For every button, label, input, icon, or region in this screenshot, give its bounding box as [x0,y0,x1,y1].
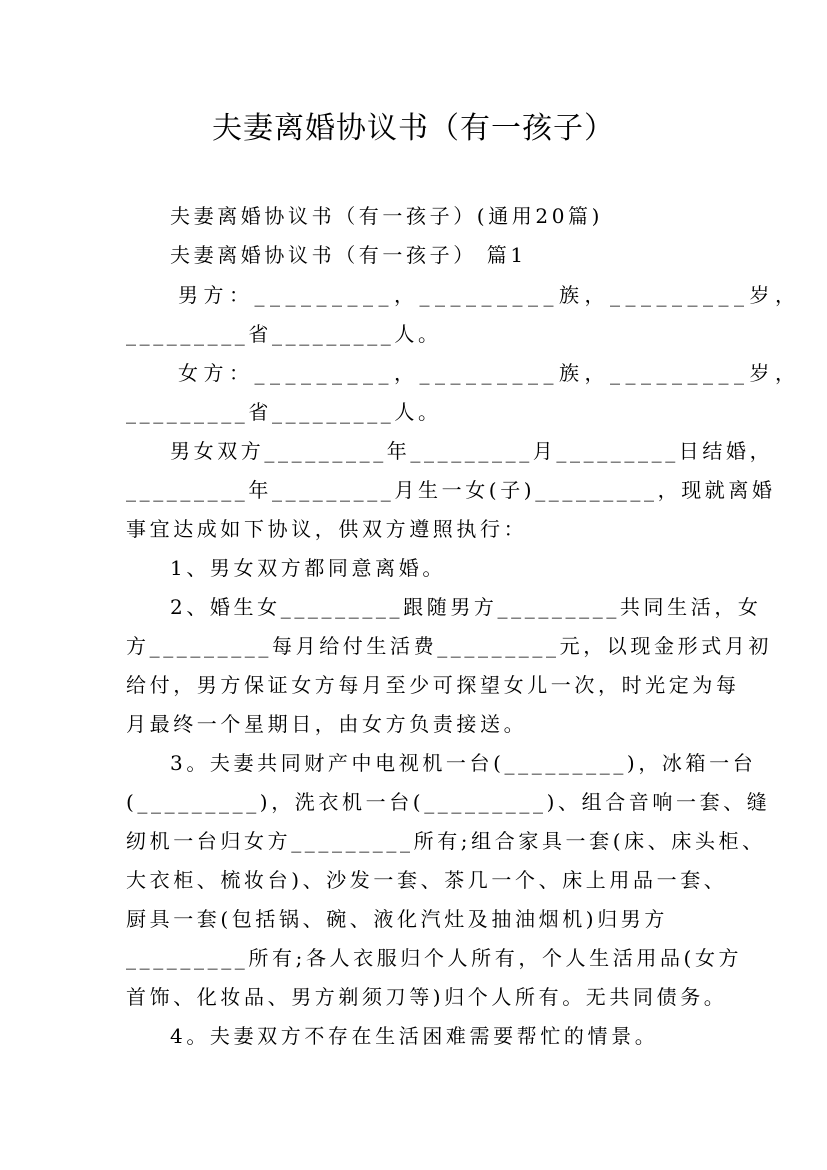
paragraph-line: _________年_________月生一女(子)_________，现就离婚 [126,478,776,502]
clause-3-line: _________所有;各人衣服归个人所有，个人生活用品(女方 [126,946,743,970]
section-heading: 夫妻离婚协议书（有一孩子） 篇1 [170,243,527,267]
clause-2-line: 给付，男方保证女方每月至少可探望女儿一次，时光定为每 [126,673,740,697]
clause-1: 1、男女双方都同意离婚。 [170,556,446,580]
female-party-origin: _________省_________人。 [126,400,442,424]
document-title: 夫妻离婚协议书（有一孩子） [212,111,615,146]
male-party-line: 男方：_________，_________族，_________岁， [178,283,801,307]
clause-3-line: 大衣柜、梳妆台)、沙发一套、茶几一个、床上用品一套、 [126,868,728,892]
clause-3-line: (_________)，洗衣机一台(_________)、组合音响一套、缝 [126,790,771,814]
subtitle-line: 夫妻离婚协议书（有一孩子）(通用20篇) [170,204,604,228]
clause-2: 2、婚生女_________跟随男方_________共同生活，女 [170,595,762,619]
clause-3-line: 纫机一台归女方_________所有;组合家具一套(床、床头柜、 [126,829,766,853]
clause-4: 4。夫妻双方不存在生活困难需要帮忙的情景。 [170,1024,659,1048]
clause-3-line: 首饰、化妆品、男方剃须刀等)归个人所有。无共同债务。 [126,985,728,1009]
clause-2-line: 月最终一个星期日，由女方负责接送。 [126,712,528,736]
paragraph-line: 事宜达成如下协议，供双方遵照执行： [126,517,528,541]
clause-2-line: 方_________每月给付生活费_________元，以现金形式月初 [126,634,772,658]
female-party-line: 女方：_________，_________族，_________岁， [178,361,801,385]
clause-3-line: 厨具一套(包括锅、碗、液化汽灶及抽油烟机)归男方 [126,907,669,931]
clause-3: 3。夫妻共同财产中电视机一台(_________)，冰箱一台 [170,751,757,775]
paragraph-line: 男女双方_________年_________月_________日结婚， [170,439,774,463]
male-party-origin: _________省_________人。 [126,322,442,346]
